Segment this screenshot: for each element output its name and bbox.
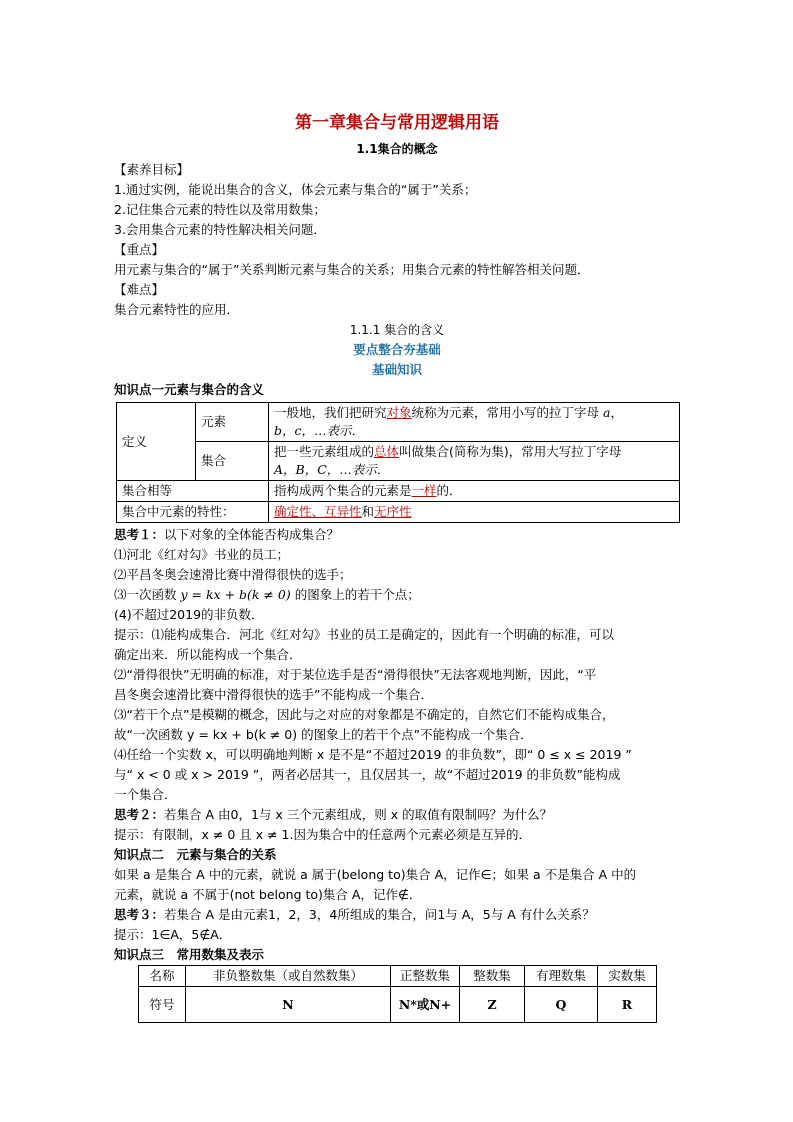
key-text: 用元素与集合的“属于”关系判断元素与集合的关系；用集合元素的特性解答相关问题． [114, 262, 590, 277]
header-natural: 非负整数集（或自然数集） [186, 966, 391, 987]
header-integer: 整数集 [460, 966, 525, 987]
header-real: 实数集 [598, 966, 657, 987]
symbol-Q: Q [525, 987, 598, 1023]
question-2: ⑵平昌冬奥会速滑比赛中滑得很快的选手； [114, 567, 352, 582]
set-desc: 把一些元素组成的总体叫做集合(简称为集)，常用大写拉丁字母 A，B，C，…表示． [269, 442, 680, 481]
question-4: (4)不超过2019的非负数． [114, 607, 264, 622]
property-cell: 集合中元素的特性： [117, 502, 269, 523]
think2-line: 思考２：若集合 A 由0，1与 x 三个元素组成，则 x 的取值有限制吗？为什么？ [114, 807, 553, 822]
goal-1: 1.通过实例，能说出集合的含义，体会元素与集合的“属于”关系； [114, 182, 477, 197]
definition-table [116, 402, 680, 523]
think1-line: 思考１：以下对象的全体能否构成集合？ [114, 527, 340, 542]
goal-2: 2.记住集合元素的特性以及常用数集； [114, 202, 326, 217]
blue-heading-2: 基础知识 [371, 362, 422, 377]
kp3-heading: 知识点三 常用数集及表示 [114, 947, 265, 962]
difficulty-heading: 【难点】 [114, 282, 165, 297]
think3-line: 思考３：若集合 A 是由元素1，2，3，4所组成的集合，问1与 A，5与 A 有什么关系？ [114, 907, 595, 922]
hint-4a: ⑷任给一个实数 x，可以明确地判断 x 是不是“不超过2019 的非负数”，即“ 0 ≤ x ≤ 2019 ” [114, 747, 632, 762]
section-title: 1.1集合的概念 [356, 142, 438, 156]
document-body [114, 160, 680, 1023]
hint-4c: 一个集合． [114, 787, 177, 802]
hint-1a: 提示：⑴能构成集合．河北《红对勾》书业的员工是确定的，因此有一个明确的标准，可以 [114, 627, 615, 642]
symbol-Nstar: N*或N+ [391, 987, 460, 1023]
equal-cell: 集合相等 [117, 481, 269, 502]
kp1-heading: 知识点一元素与集合的含义 [114, 382, 265, 397]
goal-3: 3.会用集合元素的特性解决相关问题． [114, 222, 326, 237]
hint-think2: 提示：有限制，x ≠ 0 且 x ≠ 1.因为集合中的任意两个元素必须是互异的． [114, 827, 531, 842]
header-name: 名称 [139, 966, 186, 987]
property-desc: 确定性、互异性和无序性 [269, 502, 680, 523]
key-heading: 【重点】 [114, 242, 165, 257]
hint-3b: 故“一次函数 y = kx + b(k ≠ 0) 的图象上的若干个点”不能构成一个集合． [114, 727, 533, 742]
elem-cell: 元素 [196, 403, 269, 442]
number-set-table [138, 965, 657, 1023]
symbol-N: N [186, 987, 391, 1023]
kp2-text-a: 如果 a 是集合 A 中的元素，就说 a 属于(belong to)集合 A，记作∈；如果 a 不是集合 A 中的 [114, 867, 637, 882]
def-cell: 定义 [117, 403, 196, 481]
kp2-heading: 知识点二 元素与集合的关系 [114, 847, 277, 862]
symbol-Z: Z [460, 987, 525, 1023]
goals-heading: 【素养目标】 [114, 162, 190, 177]
hint-think3: 提示：1∈A，5∉A． [114, 927, 232, 942]
equal-desc: 指构成两个集合的元素是一样的． [269, 481, 680, 502]
question-3: ⑶一次函数 y = kx + b(k ≠ 0) 的图象上的若干个点； [114, 587, 420, 602]
elem-desc: 一般地，我们把研究对象统称为元素，常用小写的拉丁字母 a， b，c，…表示． [269, 403, 680, 442]
difficulty-text: 集合元素特性的应用． [114, 302, 240, 317]
set-cell: 集合 [196, 442, 269, 481]
hint-1b: 确定出来．所以能构成一个集合． [114, 647, 302, 662]
blue-heading-1: 要点整合夯基础 [353, 342, 441, 357]
hint-2b: 昌冬奥会速滑比赛中滑得很快的选手”不能构成一个集合． [114, 687, 433, 702]
question-1: ⑴河北《红对勾》书业的员工； [114, 547, 290, 562]
chapter-title: 第一章集合与常用逻辑用语 [295, 113, 499, 133]
symbol-R: R [598, 987, 657, 1023]
header-rational: 有理数集 [525, 966, 598, 987]
kp2-text-b: 元素，就说 a 不属于(not belong to)集合 A，记作∉． [114, 887, 422, 902]
hint-4b: 与“ x < 0 或 x > 2019 ”，两者必居其一，且仅居其一，故“不超过2019 的非负数”能构成 [114, 767, 621, 782]
header-positive: 正整数集 [391, 966, 460, 987]
hint-3a: ⑶“若干个点”是模糊的概念，因此与之对应的对象都是不确定的，自然它们不能构成集合， [114, 707, 615, 722]
subsection-title: 1.1.1 集合的含义 [349, 323, 445, 337]
row-symbol-label: 符号 [139, 987, 186, 1023]
hint-2a: ⑵“滑得很快”无明确的标准，对于某位选手是否“滑得很快”无法客观地判断，因此，“平 [114, 667, 597, 682]
